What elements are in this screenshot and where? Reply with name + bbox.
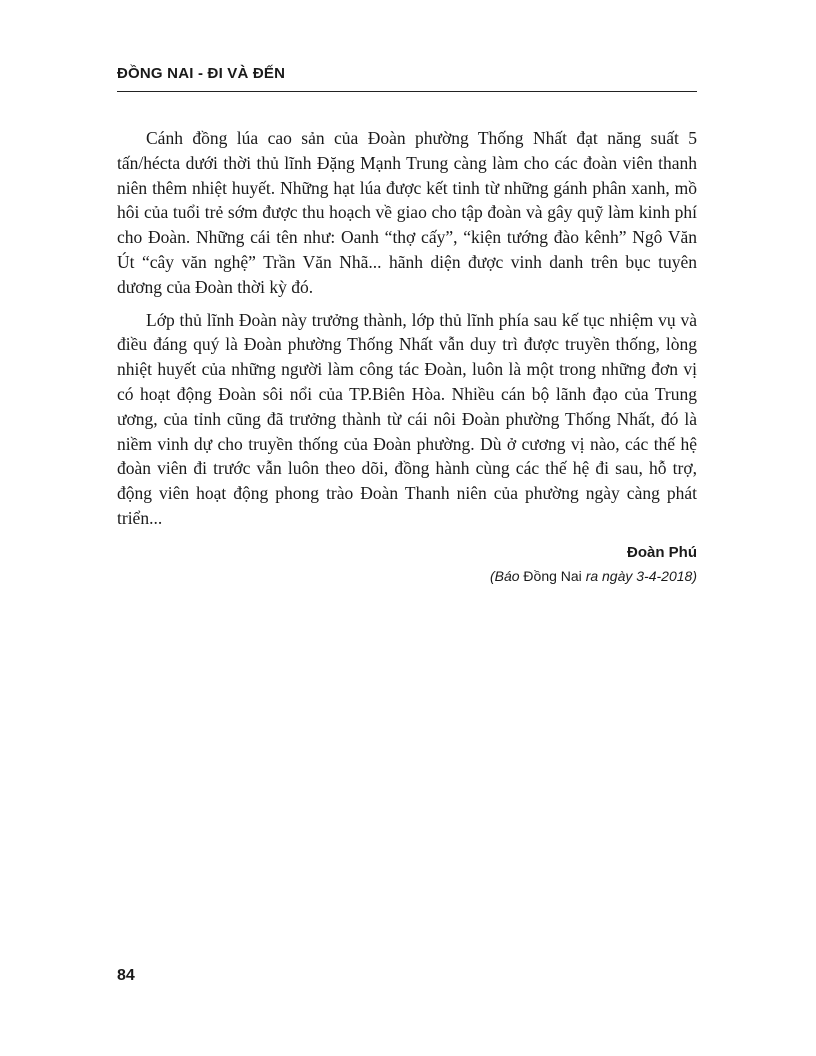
source-publication: Báo (494, 568, 520, 584)
author-name: Đoàn Phú (627, 544, 697, 561)
article-body (117, 126, 697, 531)
source-newspaper-name: Đồng Nai (519, 568, 586, 584)
source-open-paren: ( (489, 568, 495, 584)
source-citation (490, 568, 697, 584)
source-issue-date: ra ngày 3-4-2018 (585, 568, 693, 584)
page-number: 84 (117, 967, 135, 984)
paragraph-2: Lớp thủ lĩnh Đoàn này trưởng thành, lớp thủ lĩnh phía sau kế tục nhiệm vụ và điều đáng quý là Đoàn phường Thống Nhất vẫn duy trì được truyền thống, lòng nhiệt huyết của những người làm công tác Đoàn, luôn là một trong những đơn vị có hoạt động Đoàn sôi nổi của TP.Biên Hòa. Nhiều cán bộ lãnh đạo của Trung ương, của tỉnh cũng đã trưởng thành từ cái nôi Đoàn phường Thống Nhất, đó là niềm vinh dự cho truyền thống của Đoàn phường. Dù ở cương vị nào, các thế hệ đoàn viên đi trước vẫn luôn theo dõi, đồng hành cùng các thế hệ đi sau, hỗ trợ, động viên hoạt động phong trào Đoàn Thanh niên của phường ngày càng phát triển... (117, 309, 697, 528)
source-close-paren: ) (692, 568, 697, 584)
header-rule (117, 91, 697, 92)
paragraph-1: Cánh đồng lúa cao sản của Đoàn phường Thống Nhất đạt năng suất 5 tấn/hécta dưới thời thủ lĩnh Đặng Mạnh Trung càng làm cho các đoàn viên thanh niên thêm nhiệt huyết. Những hạt lúa được kết tinh từ những gánh phân xanh, mồ hôi của tuổi trẻ sớm được thu hoạch về giao cho tập đoàn và gây quỹ làm kinh phí cho Đoàn. Những cái tên như: Oanh “thợ cấy”, “kiện tướng đào kênh” Ngô Văn Út “cây văn nghệ” Trần Văn Nhã... hãnh diện được vinh danh trên bục tuyên dương của Đoàn thời kỳ đó. (117, 128, 697, 297)
running-title: ĐỒNG NAI - ĐI VÀ ĐẾN (117, 65, 286, 82)
